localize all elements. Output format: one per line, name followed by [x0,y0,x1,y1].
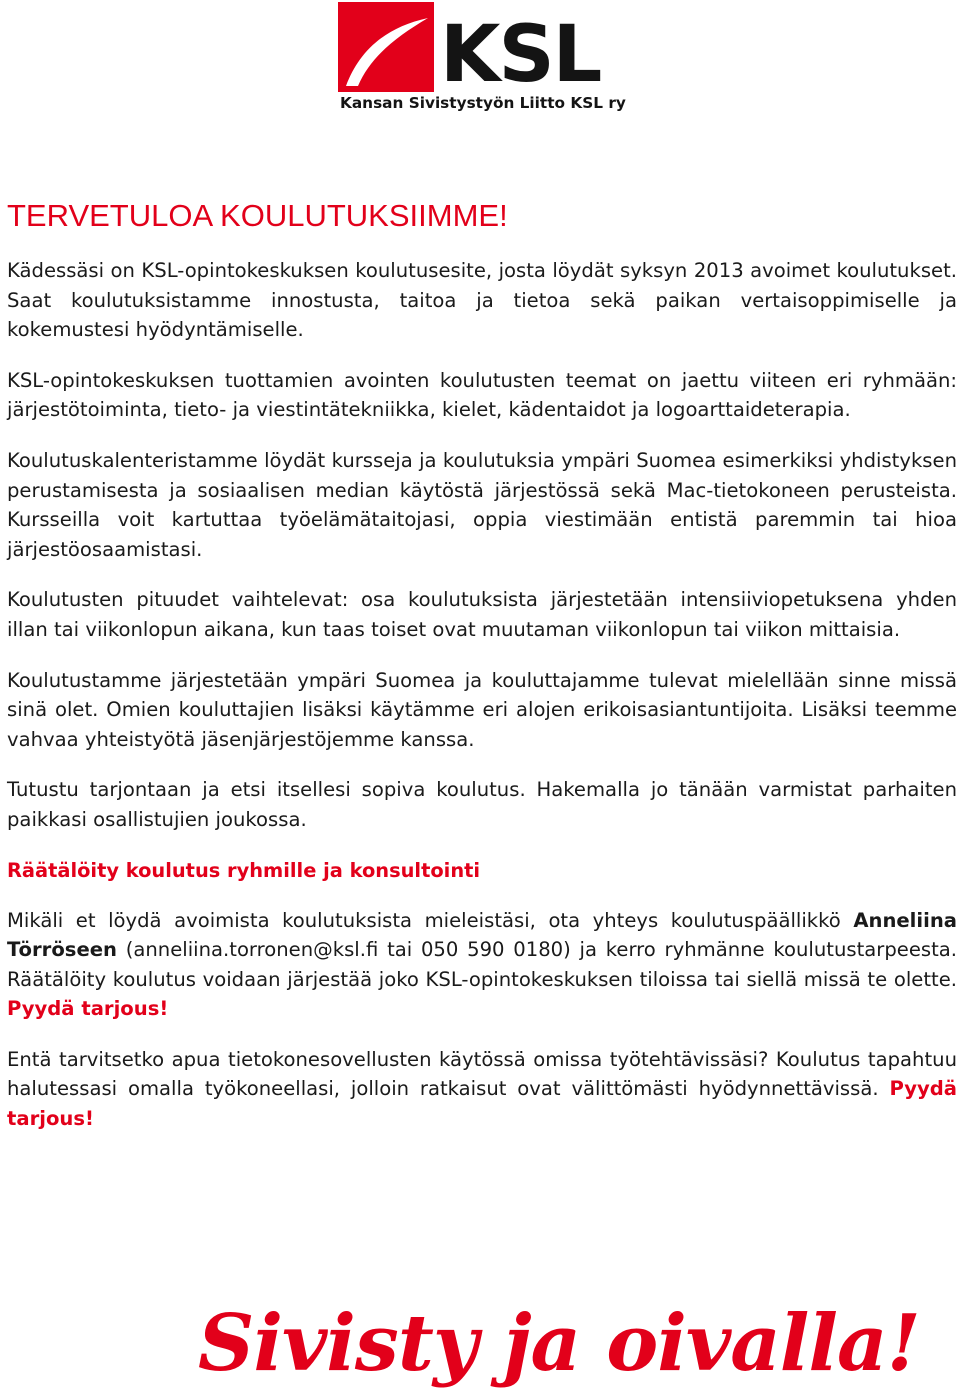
calendar-paragraph: Koulutuskalenteristamme löydät kursseja ja koulutuksia ympäri Suomea esimerkiksi yhdistyksen perustamisesta ja sosiaalisen median käytöstä järjestössä sekä Mac-tietokoneen perusteista. Kursseilla voit kartuttaa työelämätaitojasi, oppia viestimään entistä paremmin tai hioa järjestöosaamistasi. [7,448,957,561]
themes-paragraph: KSL-opintokeskuksen tuottamien avointen koulutusten teemat on jaettu viiteen eri ryhmään: järjestötoiminta, tieto- ja viestintätekniikka, kielet, kädentaidot ja logoarttaideterapia. [7,368,957,422]
contact-name: Anneliina Törröseen [7,908,957,962]
request-offer-link-2[interactable]: Pyydä tarjous! [7,1077,957,1131]
computer-help-text: Entä tarvitsetko apua tietokonesovellusten käytössä omissa työtehtävissäsi? Koulutus tapahtuu halutessasi omalla työkoneellasi, jolloin ratkaisut ovat välittömästi hyödynnettävissä. [7,1047,957,1101]
contact-details-text: (anneliina.torronen@ksl.fi tai 050 590 0180) ja kerro ryhmänne koulutustarpeesta. Räätälöity koulutus voidaan järjestää joko KSL-opintokeskuksen tiloissa tai siellä missä te olette. [7,938,957,991]
page-title: TERVETULOA KOULUTUKSIIMME! [7,198,508,233]
ksl-organization-name: Kansan Sivistystyön Liitto KSL ry [340,94,626,112]
ksl-logo [336,2,628,114]
duration-paragraph: Koulutusten pituudet vaihtelevat: osa koulutuksista järjestetään intensiiviopetuksena yhden illan tai viikonlopun aikana, kun taas toiset ovat muutaman viikonlopun tai viikon mittaisia. [7,588,957,641]
request-offer-link[interactable]: Pyydä tarjous! [7,997,169,1021]
intro-paragraph: Kädessäsi on KSL-opintokeskuksen koulutusesite, josta löydät syksyn 2013 avoimet koulutukset. Saat koulutuksistamme innostusta, taitoa ja tietoa sekä paikan vertaisoppimiselle ja kokemustesi hyödyntämiselle. [7,259,957,342]
section-heading-custom-training: Räätälöity koulutus ryhmille ja konsultointi [7,858,481,882]
custom-training-paragraph [7,906,957,1024]
apply-paragraph: Tutustu tarjontaan ja etsi itsellesi sopiva koulutus. Hakemalla jo tänään varmistat parhaiten paikkasi osallistujien joukossa. [7,778,957,831]
computer-help-paragraph [7,1045,957,1134]
ksl-flag-icon [336,2,436,94]
ksl-wordmark: KSL [440,10,601,100]
custom-intro-text: Mikäli et löydä avoimista koulutuksista mieleistäsi, ota yhteys koulutuspäällikkö [7,908,854,932]
locations-paragraph: Koulutustamme järjestetään ympäri Suomea ja kouluttajamme tulevat mielellään sinne missä sinä olet. Omien kouluttajien lisäksi käytämme eri alojen erikoisasiantuntijoita. Lisäksi teemme vahvaa yhteistyötä jäsenjärjestöjemme kanssa. [7,668,957,751]
slogan: Sivisty ja oivalla! [198,1298,920,1389]
document-body [7,198,957,1155]
